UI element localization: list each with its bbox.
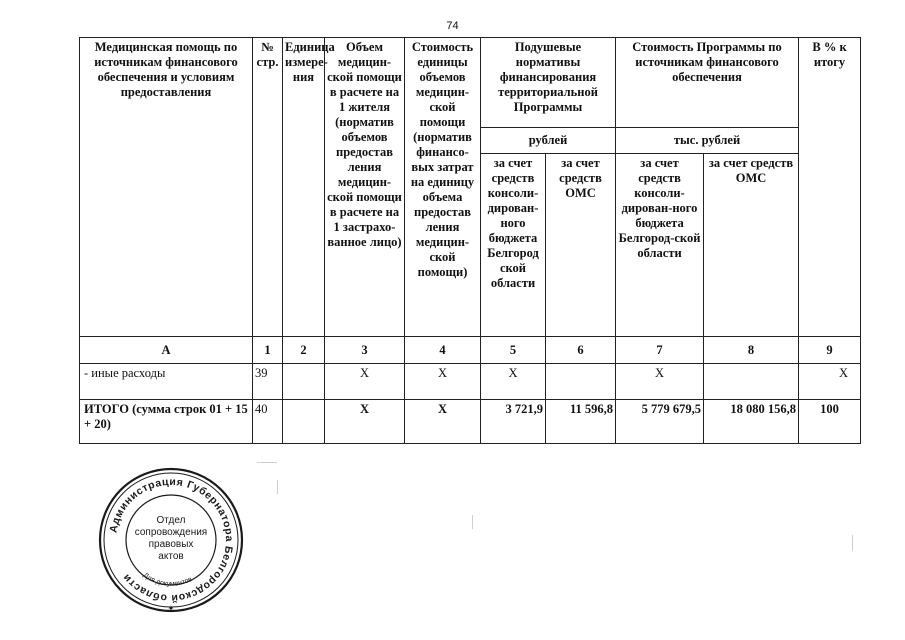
row-prog-budget: Х [616, 364, 704, 400]
stamp-center-line: правовых [148, 539, 194, 550]
stamp-center-line: актов [158, 551, 184, 562]
scan-mark [852, 535, 853, 551]
row-volume: Х [325, 400, 405, 444]
index-cell: 4 [405, 337, 481, 364]
row-label: ИТОГО (сумма строк 01 + 15 + 20) [80, 400, 253, 444]
row-num: 39 [253, 364, 283, 400]
header-sub-budget-rub: за счет средств консоли-дирован-ного бюджета Белгород ской области [481, 154, 546, 337]
index-row [80, 337, 861, 364]
index-cell: 8 [704, 337, 799, 364]
scan-mark [472, 515, 473, 529]
row-cost: Х [405, 364, 481, 400]
stamp-star-icon: ✦ [167, 604, 175, 613]
row-unit [283, 364, 325, 400]
header-col-num: № стр. [253, 38, 283, 337]
index-cell: 2 [283, 337, 325, 364]
header-sub-oms-rub: за счет средств ОМС [546, 154, 616, 337]
scan-mark [277, 480, 278, 494]
header-sub-oms-thous: за счет средств ОМС [704, 154, 799, 337]
row-prog-oms: 18 080 156,8 [704, 400, 799, 444]
index-cell: 3 [325, 337, 405, 364]
row-norm-oms: 11 596,8 [546, 400, 616, 444]
stamp-center-line: сопровождения [134, 527, 208, 538]
financing-table [79, 37, 861, 444]
index-cell: 6 [546, 337, 616, 364]
index-cell: 9 [799, 337, 861, 364]
table-row [80, 364, 861, 400]
row-norm-budget: 3 721,9 [481, 400, 546, 444]
row-cost: Х [405, 400, 481, 444]
row-volume: Х [325, 364, 405, 400]
header-unit-rub: рублей [481, 128, 616, 154]
row-num: 40 [253, 400, 283, 444]
row-percent: 100 [799, 400, 861, 444]
row-prog-budget: 5 779 679,5 [616, 400, 704, 444]
index-cell: 7 [616, 337, 704, 364]
stamp-bottom-text: Для документов [141, 571, 194, 588]
header-col-volume: Объем медицин-ской помощи в расчете на 1 жителя (норматив объемов предостав ления медицин-ской помощи в расчете на 1 застрахо-ванное лицо) [325, 38, 405, 337]
header-unit-thous-rub: тыс. рублей [616, 128, 799, 154]
row-norm-budget: Х [481, 364, 546, 400]
row-norm-oms [546, 364, 616, 400]
stamp-ring-text: Администрация Губернатора Белгородской области [107, 475, 236, 605]
row-prog-oms [704, 364, 799, 400]
scan-mark [257, 462, 277, 463]
row-unit [283, 400, 325, 444]
header-group-norms: Подушевые нормативы финансирования территориальной Программы [481, 38, 616, 128]
header-col-unit: Единица измере-ния [283, 38, 325, 337]
page-number: 74 [446, 20, 459, 32]
stamp-center-line: Отдел [156, 515, 186, 526]
header-col-a: Медицинская помощь по источникам финансового обеспечения и условиям предоставления [80, 38, 253, 337]
stamp-seal-icon [96, 465, 246, 615]
index-cell: 1 [253, 337, 283, 364]
official-stamp [96, 465, 246, 615]
header-group-program: Стоимость Программы по источникам финансового обеспечения [616, 38, 799, 128]
header-col-percent: В % к итогу [799, 38, 861, 337]
index-cell: 5 [481, 337, 546, 364]
row-percent: Х [799, 364, 861, 400]
svg-text:Для документов [142, 572, 194, 588]
index-cell: А [80, 337, 253, 364]
header-sub-budget-thous: за счет средств консоли-дирован-ного бюджета Белгород-ской области [616, 154, 704, 337]
header-col-cost: Стоимость единицы объемов медицин-ской помощи (норматив финансо-вых затрат на единицу объема предостав ления медицин-ской помощи) [405, 38, 481, 337]
table-row [80, 400, 861, 444]
row-label: - иные расходы [80, 364, 253, 400]
